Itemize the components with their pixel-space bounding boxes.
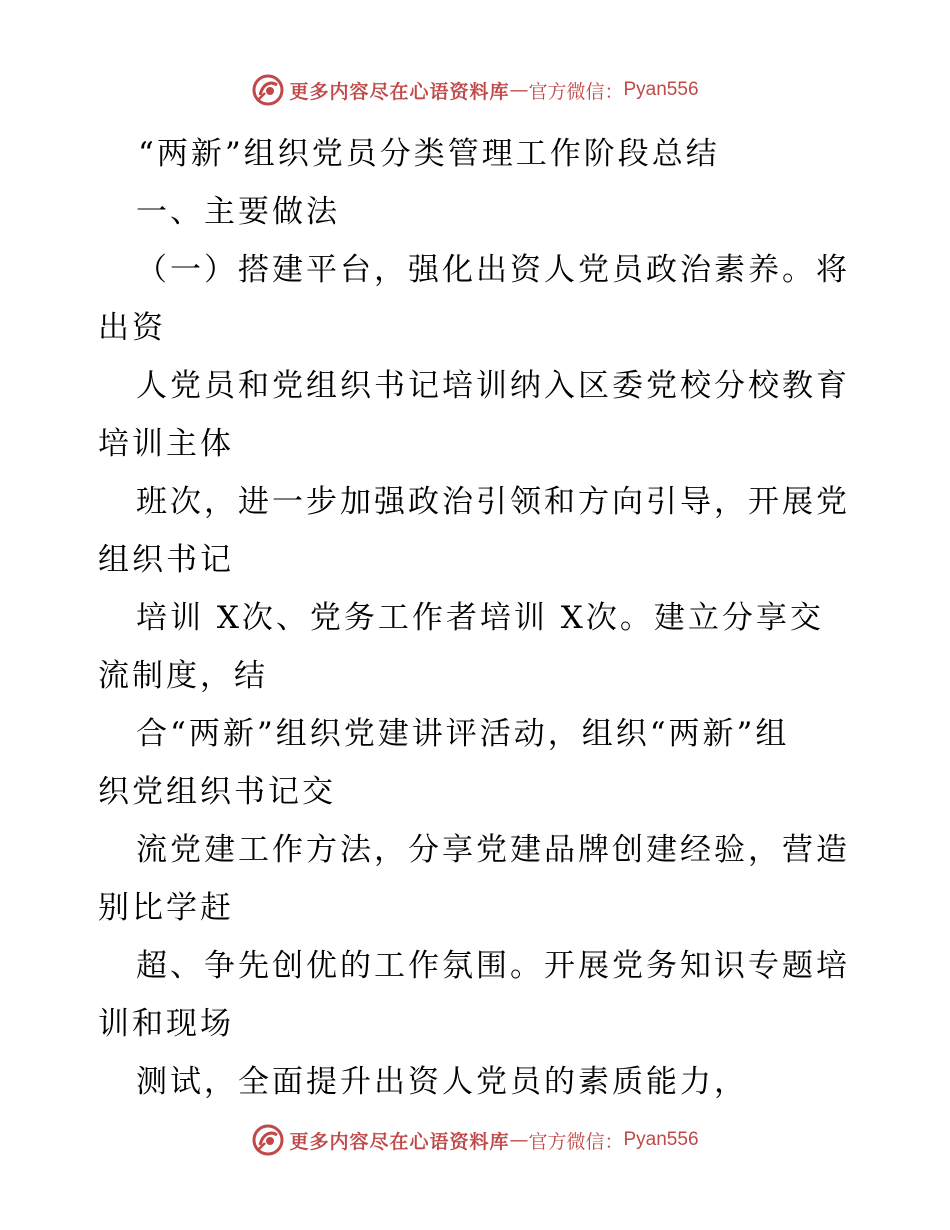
banner-dash: — [509, 1129, 529, 1151]
text-line: 培训主体 [98, 426, 234, 462]
banner-wechat-label: 官方微信： [528, 1130, 624, 1153]
banner-wechat-label: 官方微信： [528, 80, 624, 103]
text-line: 班次，进一步加强政治引领和方向引导，开展党 [136, 484, 850, 520]
logo-icon [251, 1123, 285, 1157]
document-title: “两新”组织党员分类管理工作阶段总结 [138, 136, 720, 172]
text-line: 流党建工作方法，分享党建品牌创建经验，营造 [136, 832, 850, 868]
logo-icon [251, 73, 285, 107]
banner-dash: — [509, 79, 529, 101]
text-line: 合“两新”组织党建讲评活动，组织“两新”组 [136, 716, 790, 752]
text-line: 组织书记 [98, 542, 234, 578]
header-banner [0, 70, 950, 110]
text-line: 一、主要做法 [136, 194, 340, 230]
footer-banner [0, 1120, 950, 1160]
text-line: 超、争先创优的工作氛围。开展党务知识专题培 [136, 948, 850, 984]
text-line: 人党员和党组织书记培训纳入区委党校分校教育 [136, 368, 850, 404]
text-line: 训和现场 [98, 1006, 234, 1042]
banner-slogan: 更多内容尽在心语资料库 [289, 80, 510, 103]
banner-wechat-id: Pyan556 [623, 79, 699, 100]
text-line: 出资 [98, 310, 166, 346]
text-line: 织党组织书记交 [98, 774, 336, 810]
banner-slogan: 更多内容尽在心语资料库 [289, 1130, 510, 1153]
text-line: 别比学赶 [98, 890, 234, 926]
document-body [98, 125, 858, 1111]
banner-wechat-id: Pyan556 [623, 1129, 699, 1150]
text-line: （一）搭建平台，强化出资人党员政治素养。将 [136, 252, 850, 288]
text-line: 测试，全面提升出资人党员的素质能力， [136, 1064, 748, 1100]
text-line: 培训 X次、党务工作者培训 X次。建立分享交 [136, 600, 824, 636]
text-line: 流制度，结 [98, 658, 268, 694]
